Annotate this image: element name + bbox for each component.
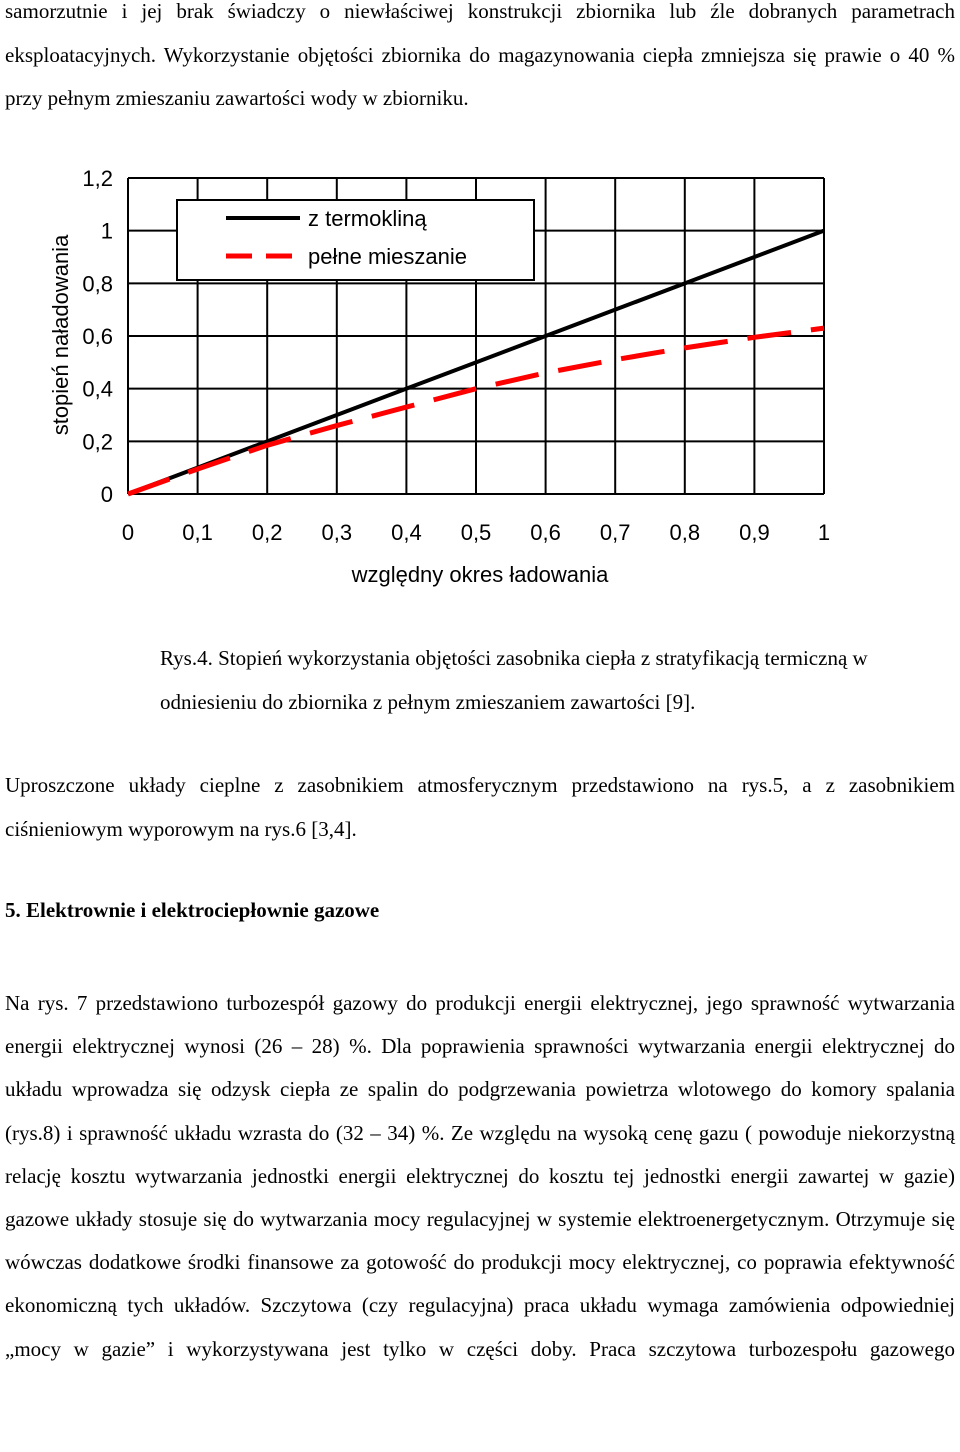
legend-label: z termokliną bbox=[308, 206, 427, 231]
intro-paragraph: samorzutnie i jej brak świadczy o niewłaściwej konstrukcji zbiornika lub źle dobranych parametrach eksploatacyjnych. Wykorzystanie objętości zbiornika do magazynowania ciepła zmniejsza się prawie o 40 % przy pełnym zmieszaniu zawartości wody w zbiorniku. bbox=[5, 0, 955, 110]
y-tick-label: 0,2 bbox=[82, 429, 113, 455]
x-tick-label: 0,3 bbox=[321, 520, 353, 545]
caption-line-1: Rys.4. Stopień wykorzystania objętości zasobnika ciepła z stratyfikacją termiczną w bbox=[160, 646, 868, 670]
x-tick-label: 0,7 bbox=[599, 520, 631, 545]
systems-paragraph: Uproszczone układy cieplne z zasobnikiem atmosferycznym przedstawiono na rys.5, a z zasobnikiem ciśnieniowym wyporowym na rys.6 [3,4]. bbox=[5, 773, 955, 841]
caption-line-2: odniesieniu do zbiornika z pełnym zmieszaniem zawartości [9]. bbox=[160, 690, 696, 714]
x-tick-label: 0,9 bbox=[739, 520, 770, 545]
chart bbox=[0, 150, 960, 600]
x-tick-label: 1 bbox=[817, 520, 831, 545]
y-tick-label: 0,4 bbox=[82, 376, 113, 402]
x-tick-labels bbox=[122, 520, 830, 545]
x-tick-label: 0,8 bbox=[669, 520, 701, 545]
y-tick-label: 0,8 bbox=[82, 271, 113, 297]
y-tick-label: 1,2 bbox=[82, 166, 113, 191]
x-axis-label: względny okres ładowania bbox=[351, 562, 609, 587]
y-tick-label: 1 bbox=[100, 218, 113, 244]
x-tick-label: 0,4 bbox=[391, 520, 422, 545]
figure-caption bbox=[160, 636, 920, 724]
x-tick-label: 0,5 bbox=[460, 520, 492, 545]
y-tick-label: 0,6 bbox=[82, 324, 113, 349]
x-tick-label: 0 bbox=[121, 520, 135, 545]
legend-label: pełne mieszanie bbox=[308, 244, 467, 269]
y-tick-label: 0 bbox=[100, 482, 113, 507]
y-tick-labels bbox=[82, 166, 113, 507]
section-heading: 5. Elektrownie i elektrociepłownie gazowe bbox=[5, 898, 380, 922]
chart-legend bbox=[177, 200, 534, 280]
gas-plants-paragraph: Na rys. 7 przedstawiono turbozespół gazowy do produkcji energii elektrycznej, jego sprawność wytwarzania energii elektrycznej wynosi (26 – 28) %. Dla poprawienia sprawności wytwarzania energii elektrycznej do układu wprowadza się odzysk ciepła ze spalin do podgrzewania powietrza wlotowego do komory spalania (rys.8) i sprawność układu wzrasta do (32 – 34) %. Ze względu na wysoką cenę gazu ( powoduje niekorzystną relację kosztu wytwarzania jednostki energii elektrycznej do kosztu tej jednostki energii zawartej w gazie) gazowe układy stosuje się do wytwarzania mocy regulacyjnej w systemie elektroenergetycznym. Otrzymuje się wówczas dodatkowe środki finansowe za gotowość do produkcji mocy elektrycznej, co poprawia efektywność ekonomiczną tych układów. Szczytowa (czy regulacyjna) praca układu wymaga zamówienia odpowiedniej „mocy w gazie” i wykorzystywana jest tylko w części doby. Praca szczytowa turbozespołu gazowego bbox=[5, 991, 955, 1361]
y-axis-label: stopień naładowania bbox=[48, 234, 73, 436]
x-tick-label: 0,1 bbox=[182, 520, 213, 545]
x-tick-label: 0,6 bbox=[530, 520, 561, 545]
x-tick-label: 0,2 bbox=[251, 520, 283, 545]
